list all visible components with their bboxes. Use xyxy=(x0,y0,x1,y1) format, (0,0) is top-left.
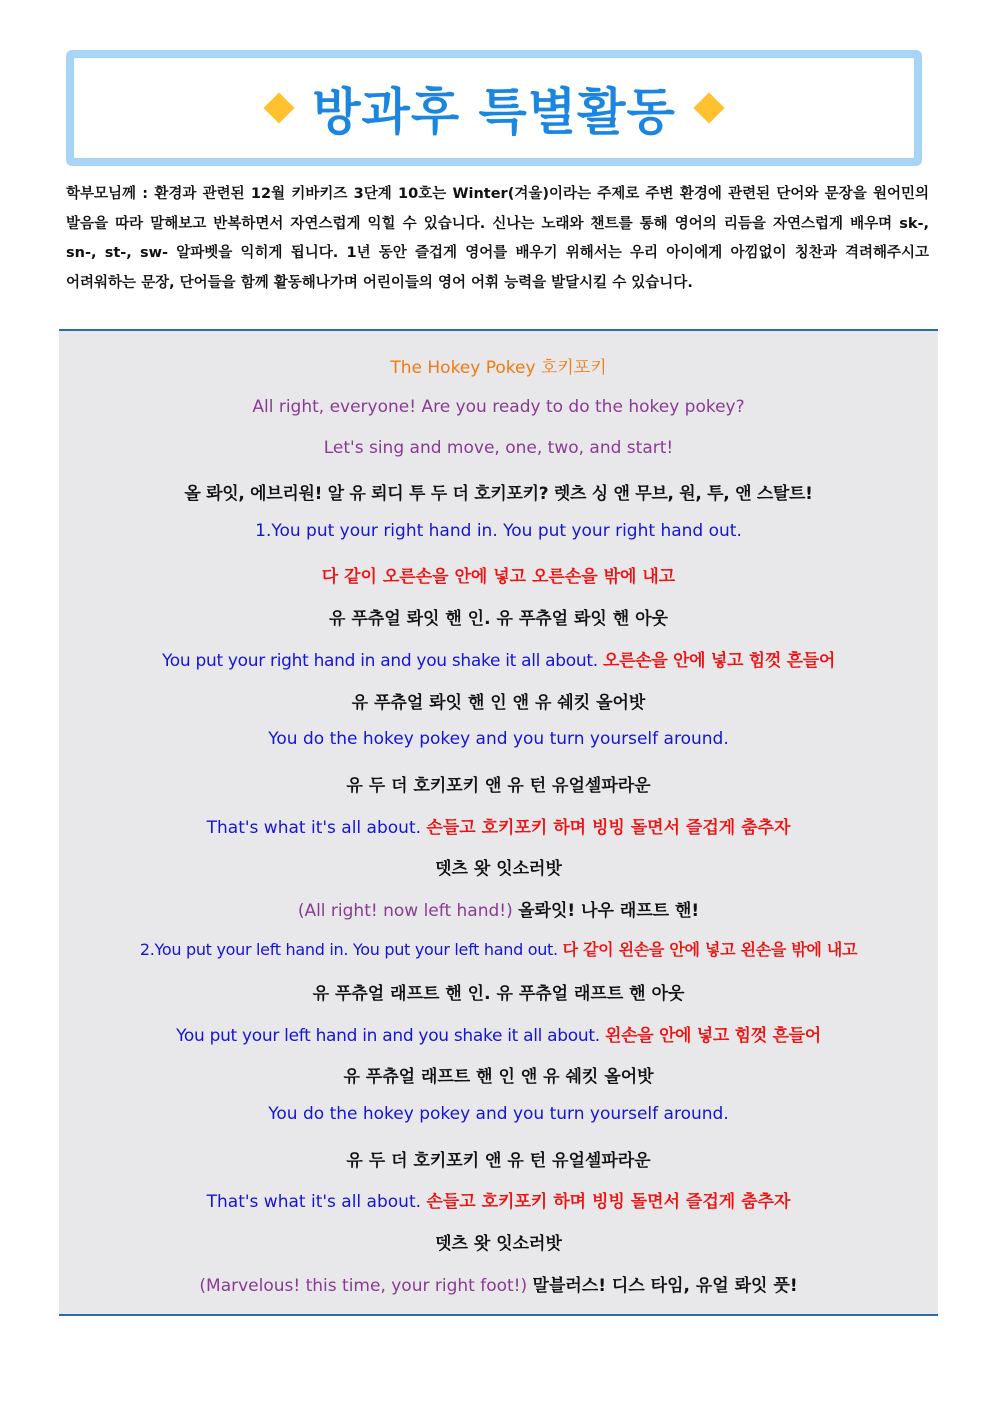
lyric-line: You do the hokey pokey and you turn yourself around. xyxy=(268,729,729,749)
lyric-pronunciation: 올 롸잇, 에브리원! 알 유 뢰디 투 두 더 호키포키? 렛츠 싱 앤 무브, 원, 투, 앤 스탈트! xyxy=(184,484,813,504)
lyric-line-mixed xyxy=(59,896,938,921)
lyric-pronunciation: 뎃츠 왓 잇소러밧 xyxy=(435,859,562,879)
lyric-english: 2.You put your left hand in. You put your left hand out. xyxy=(139,940,558,959)
lyric-english: (All right! now left hand!) xyxy=(297,901,513,921)
parent-notice: 학부모님께 : 환경과 관련된 12월 키바키즈 3단계 10호는 Winter(겨울)이라는 주제로 주변 환경에 관련된 단어와 문장을 원어민의 발음을 따라 말해보고 반복하면서 자연스럽게 익힐 수 있습니다. 신나는 노래와 챈트를 통해 영어의 리듬을 자연스럽게 배우며 sk-, sn-, st-, sw- 알파벳을 익히게 됩니다. 1년 동안 즐겁게 영어를 배우기 위해서는 우리 아이에게 아낌없이 칭찬과 격려해주시고 어려워하는 문장, 단어들을 함께 활동해나가며 어린이들의 영어 어휘 능력을 발달시킬 수 있습니다. xyxy=(66,186,929,291)
lyric-line-mixed xyxy=(59,1187,938,1212)
lyric-pronunciation: 올롸잇! 나우 래프트 핸! xyxy=(518,901,700,921)
page-title: 방과후 특별활동 xyxy=(312,83,676,141)
lyric-pronunciation: 유 푸츄얼 롸잇 핸 인. 유 푸츄얼 롸잇 핸 아웃 xyxy=(329,609,668,629)
lyric-line: Let's sing and move, one, two, and start! xyxy=(323,438,674,458)
lyric-pronunciation: 유 푸츄얼 래프트 핸 인 앤 유 쉐킷 올어밧 xyxy=(343,1067,654,1087)
lyric-english: You put your right hand in and you shake it all about. xyxy=(161,651,598,671)
lyric-translation: 다 같이 오른손을 안에 넣고 오른손을 밖에 내고 xyxy=(321,567,676,587)
lyric-line-mixed xyxy=(59,937,938,960)
lyric-translation: 손들고 호키포키 하며 빙빙 돌면서 즐겁게 춤추자 xyxy=(426,1192,791,1212)
title-banner-inner xyxy=(74,58,914,158)
song-title: The Hokey Pokey 호키포키 xyxy=(390,358,607,378)
lyric-translation: 왼손을 안에 넣고 힘껏 흔들어 xyxy=(604,1026,821,1046)
lyrics-panel xyxy=(59,331,938,1314)
lyric-pronunciation: 유 푸츄얼 롸잇 핸 인 앤 유 쉐킷 올어밧 xyxy=(351,693,646,713)
lyric-line: All right, everyone! Are you ready to do the hokey pokey? xyxy=(252,397,745,417)
lyric-line: 1.You put your right hand in. You put your right hand out. xyxy=(255,521,742,541)
lyric-pronunciation: 유 두 더 호키포키 앤 유 턴 유얼셀파라운 xyxy=(346,1151,651,1171)
lyric-translation: 오른손을 안에 넣고 힘껏 흔들어 xyxy=(602,651,836,671)
lyric-pronunciation: 뎃츠 왓 잇소러밧 xyxy=(435,1234,562,1254)
divider-bottom xyxy=(59,1314,938,1316)
lyric-line-mixed xyxy=(59,1021,938,1046)
lyric-line: You do the hokey pokey and you turn yourself around. xyxy=(268,1104,729,1124)
lyric-translation: 다 같이 왼손을 안에 넣고 왼손을 밖에 내고 xyxy=(562,940,858,959)
lyric-line-mixed xyxy=(59,646,938,671)
diamond-icon xyxy=(264,92,295,123)
title-banner xyxy=(66,50,922,166)
lyric-english: You put your left hand in and you shake it all about. xyxy=(176,1026,600,1046)
lyric-pronunciation: 유 푸츄얼 래프트 핸 인. 유 푸츄얼 래프트 핸 아웃 xyxy=(312,984,685,1004)
lyric-translation: 손들고 호키포키 하며 빙빙 돌면서 즐겁게 춤추자 xyxy=(426,818,791,838)
diamond-icon xyxy=(693,92,724,123)
lyric-pronunciation: 말블러스! 디스 타임, 유얼 롸잇 풋! xyxy=(532,1276,798,1296)
lyric-line-mixed xyxy=(59,1271,938,1296)
lyric-english: That's what it's all about. xyxy=(206,1192,422,1212)
lyric-line-mixed xyxy=(59,813,938,838)
lyric-english: That's what it's all about. xyxy=(206,818,422,838)
lyric-english: (Marvelous! this time, your right foot!) xyxy=(199,1276,528,1296)
lyric-pronunciation: 유 두 더 호키포키 앤 유 턴 유얼셀파라운 xyxy=(346,776,651,796)
